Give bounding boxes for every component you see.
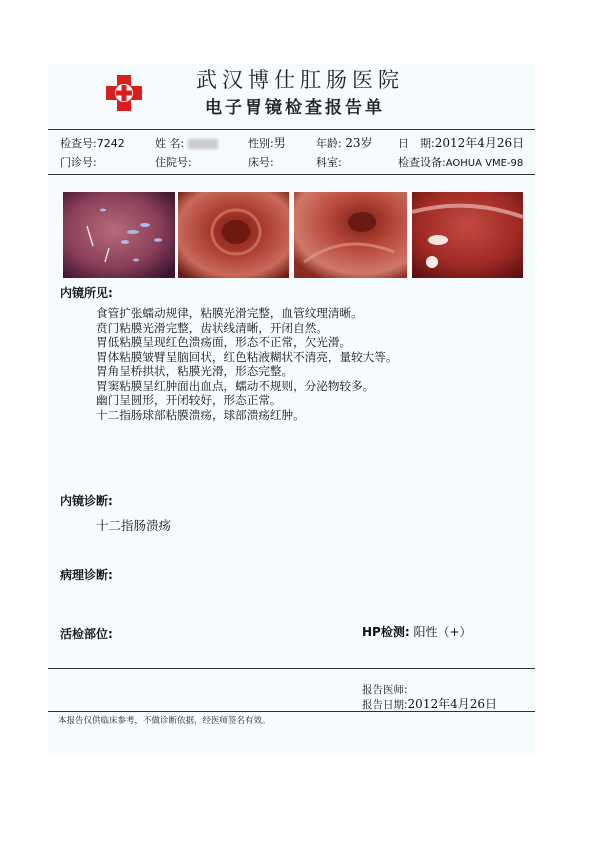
date-field bbox=[398, 137, 524, 150]
finding-line: 胃低粘膜呈现红色溃疡面，形态不正常，欠光滑。 bbox=[96, 335, 352, 349]
diagnosis-text: 十二指肠溃疡 bbox=[96, 518, 172, 533]
age-value: 23岁 bbox=[345, 136, 373, 150]
device-value: AOHUA VME-98 bbox=[445, 158, 524, 169]
finding-line: 幽门呈圆形，开闭较好，形态正常。 bbox=[96, 393, 282, 407]
divider-info bbox=[48, 174, 535, 175]
bed-label: 床号: bbox=[248, 156, 274, 169]
findings-list bbox=[96, 306, 397, 422]
footer-note: 本报告仅供临床参考，不做诊断依据，经医师签名有效。 bbox=[58, 716, 271, 726]
age-field bbox=[316, 137, 373, 150]
outpatient-label: 门诊号: bbox=[60, 156, 97, 169]
finding-line: 十二指肠球部粘膜溃疡，球部溃疡红肿。 bbox=[96, 407, 305, 422]
name-label: 姓 名: bbox=[155, 137, 185, 150]
endoscopy-image-2 bbox=[178, 192, 289, 278]
hp-value: 阳性（+） bbox=[413, 625, 472, 639]
divider-bottom bbox=[48, 668, 535, 669]
diagnosis-label: 内镜诊断: bbox=[60, 494, 113, 508]
hospital-name: 武汉博仕肛肠医院 bbox=[196, 68, 404, 92]
endoscopy-image-4 bbox=[412, 192, 523, 278]
exam-no-value: 7242 bbox=[96, 137, 125, 150]
endoscopy-image-1 bbox=[63, 192, 175, 278]
finding-line: 胃窦粘膜呈红肿面出血点，蠕动不规则，分泌物较多。 bbox=[96, 378, 375, 393]
endoscopy-image-3 bbox=[294, 192, 407, 278]
report-date-value: 2012年4月26日 bbox=[407, 697, 497, 711]
report-date-label: 报告日期: bbox=[362, 699, 408, 711]
divider-top bbox=[48, 129, 535, 130]
hp-label: HP检测: bbox=[362, 625, 410, 639]
device-label: 检查设备: bbox=[398, 156, 446, 169]
exam-no-label: 检查号: bbox=[60, 137, 97, 150]
hp-field bbox=[362, 625, 472, 639]
age-label: 年龄: bbox=[316, 137, 342, 150]
name-redacted bbox=[188, 139, 218, 149]
exam-no-field bbox=[60, 137, 125, 150]
report-title: 电子胃镜检查报告单 bbox=[205, 98, 385, 118]
finding-line: 胃角呈桥拱状，粘膜光滑，形态完整。 bbox=[96, 364, 294, 378]
date-label: 日 期: bbox=[398, 137, 435, 150]
findings-label: 内镜所见: bbox=[60, 286, 113, 300]
inpatient-label: 住院号: bbox=[155, 156, 192, 169]
pathology-label: 病理诊断: bbox=[60, 568, 113, 582]
name-field bbox=[155, 137, 218, 150]
gender-field bbox=[248, 137, 286, 150]
biopsy-label: 活检部位: bbox=[60, 627, 113, 641]
gender-label: 性别: bbox=[248, 137, 274, 150]
report-date-field bbox=[362, 698, 497, 712]
date-value: 2012年4月26日 bbox=[434, 136, 525, 150]
finding-line: 胃体粘膜皱臂呈脑回状，红色粘液糊状不清亮，量较大等。 bbox=[96, 349, 398, 364]
device-field bbox=[398, 156, 523, 170]
hospital-cross-logo bbox=[104, 73, 144, 113]
finding-line: 食管扩张蠕动规律，粘膜光滑完整，血管纹理清晰。 bbox=[96, 306, 363, 320]
divider-footer bbox=[48, 711, 535, 712]
finding-line: 贲门粘膜光滑完整，齿状线清晰，开闭自然。 bbox=[96, 320, 328, 335]
gender-value: 男 bbox=[273, 136, 286, 150]
doctor-label: 报告医师: bbox=[362, 684, 408, 696]
dept-label: 科室: bbox=[316, 156, 342, 169]
